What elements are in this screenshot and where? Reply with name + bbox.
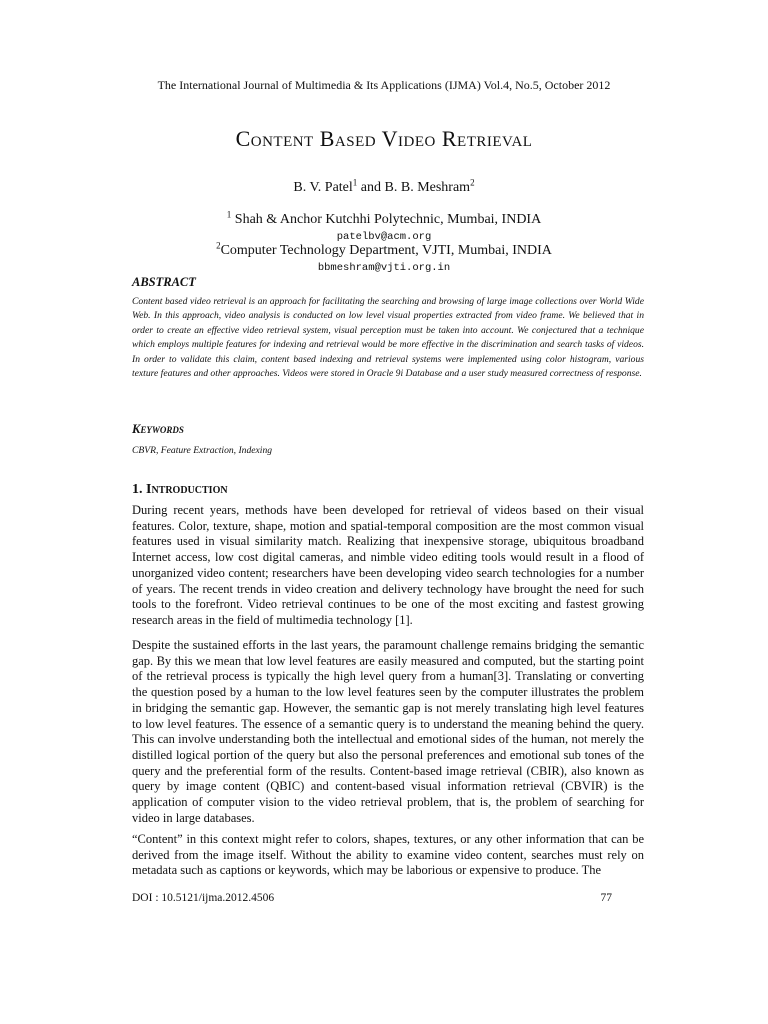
author-2: B. B. Meshram bbox=[384, 180, 471, 195]
introduction-heading: 1. Introduction bbox=[132, 482, 228, 497]
affiliation-1-sup: 1 bbox=[226, 209, 232, 220]
journal-header: The International Journal of Multimedia & Its Applications (IJMA) Vol.4, No.5, October 2012 bbox=[157, 78, 611, 92]
paper-title: Content Based Video Retrieval bbox=[235, 126, 533, 151]
intro-paragraph-1: During recent years, methods have been developed for retrieval of videos based on their visual features. Color, texture, shape, motion and spatial-temporal composition are the most common visual features used in visual similarity match. Realizing that inexpensive storage, ubiquitous broadband Internet access, low cost digital cameras, and nimble video editing tools would result in a flood of unorganized video content; researchers have been developing video search technologies for a number of years. The recent trends in video creation and delivery technology have brought the need for such tools to the forefront. Video retrieval continues to be one of the most exciting and fastest growing research areas in the field of multimedia technology [1]. bbox=[132, 503, 644, 627]
intro-paragraph-2: Despite the sustained efforts in the last years, the paramount challenge remains bridging the semantic gap. By this we mean that low level features are easily measured and computed, but the starting point of the retrieval process is typically the high level query from a human[3]. Translating or converting the question posed by a human to the low level features seen by the computer illustrates the problem in bridging the semantic gap. However, the semantic gap is not merely translating high level features to low level features. The essence of a semantic query is to understand the meaning behind the query. This can involve understanding both the intellectual and emotional sides of the human, not merely the distilled logical portion of the query but also the personal preferences and emotional sub tones of the query and the preferential form of the results. Content-based image retrieval (CBIR), also known as query by image content (QBIC) and content-based visual information retrieval (CBVIR) is the application of computer vision to the video retrieval problem, that is, the problem of searching for video in large databases. bbox=[132, 638, 644, 825]
abstract-text: Content based video retrieval is an approach for facilitating the searching and browsing of large image collections over World Wide Web. In this approach, video analysis is conducted on low level visual properties extracted from video frame. We believed that in order to create an effective video retrieval system, visual perception must be taken into account. We conjectured that a technique which employs multiple features for indexing and retrieval would be more effective in the discrimination and search tasks of videos. In order to validate this claim, content based indexing and retrieval systems were implemented using color histogram, various texture features and other approaches. Videos were stored in Oracle 9i Database and a user study measured correctness of response. bbox=[132, 296, 644, 380]
author-2-sup: 2 bbox=[470, 177, 475, 188]
page-number: 77 bbox=[600, 892, 612, 904]
author-1-sup: 1 bbox=[352, 177, 358, 188]
abstract-heading: ABSTRACT bbox=[132, 275, 196, 289]
author-joiner: and bbox=[357, 180, 385, 195]
author-1: B. V. Patel bbox=[293, 180, 353, 195]
author-line bbox=[0, 177, 768, 196]
affiliation-1 bbox=[0, 209, 768, 228]
intro-paragraph-3: “Content” in this context might refer to colors, shapes, textures, or any other information that can be derived from the image itself. Without the ability to examine video content, searches must rely on metadata such as captions or keywords, which may be laborious or expensive to produce. The bbox=[132, 832, 644, 878]
affiliation-1-name: Shah & Anchor Kutchhi Polytechnic, Mumbai, INDIA bbox=[234, 212, 542, 227]
affiliation-2-name: Computer Technology Department, VJTI, Mumbai, INDIA bbox=[220, 243, 552, 258]
doi-footer: DOI : 10.5121/ijma.2012.4506 bbox=[132, 892, 275, 904]
keywords-heading: Keywords bbox=[132, 422, 184, 436]
keywords-text: CBVR, Feature Extraction, Indexing bbox=[132, 445, 273, 456]
affiliation-2 bbox=[0, 240, 768, 259]
affiliation-1-email: patelbv@acm.org bbox=[336, 231, 432, 243]
affiliation-2-sup: 2 bbox=[216, 240, 221, 251]
affiliation-2-email: bbmeshram@vjti.org.in bbox=[317, 262, 451, 274]
